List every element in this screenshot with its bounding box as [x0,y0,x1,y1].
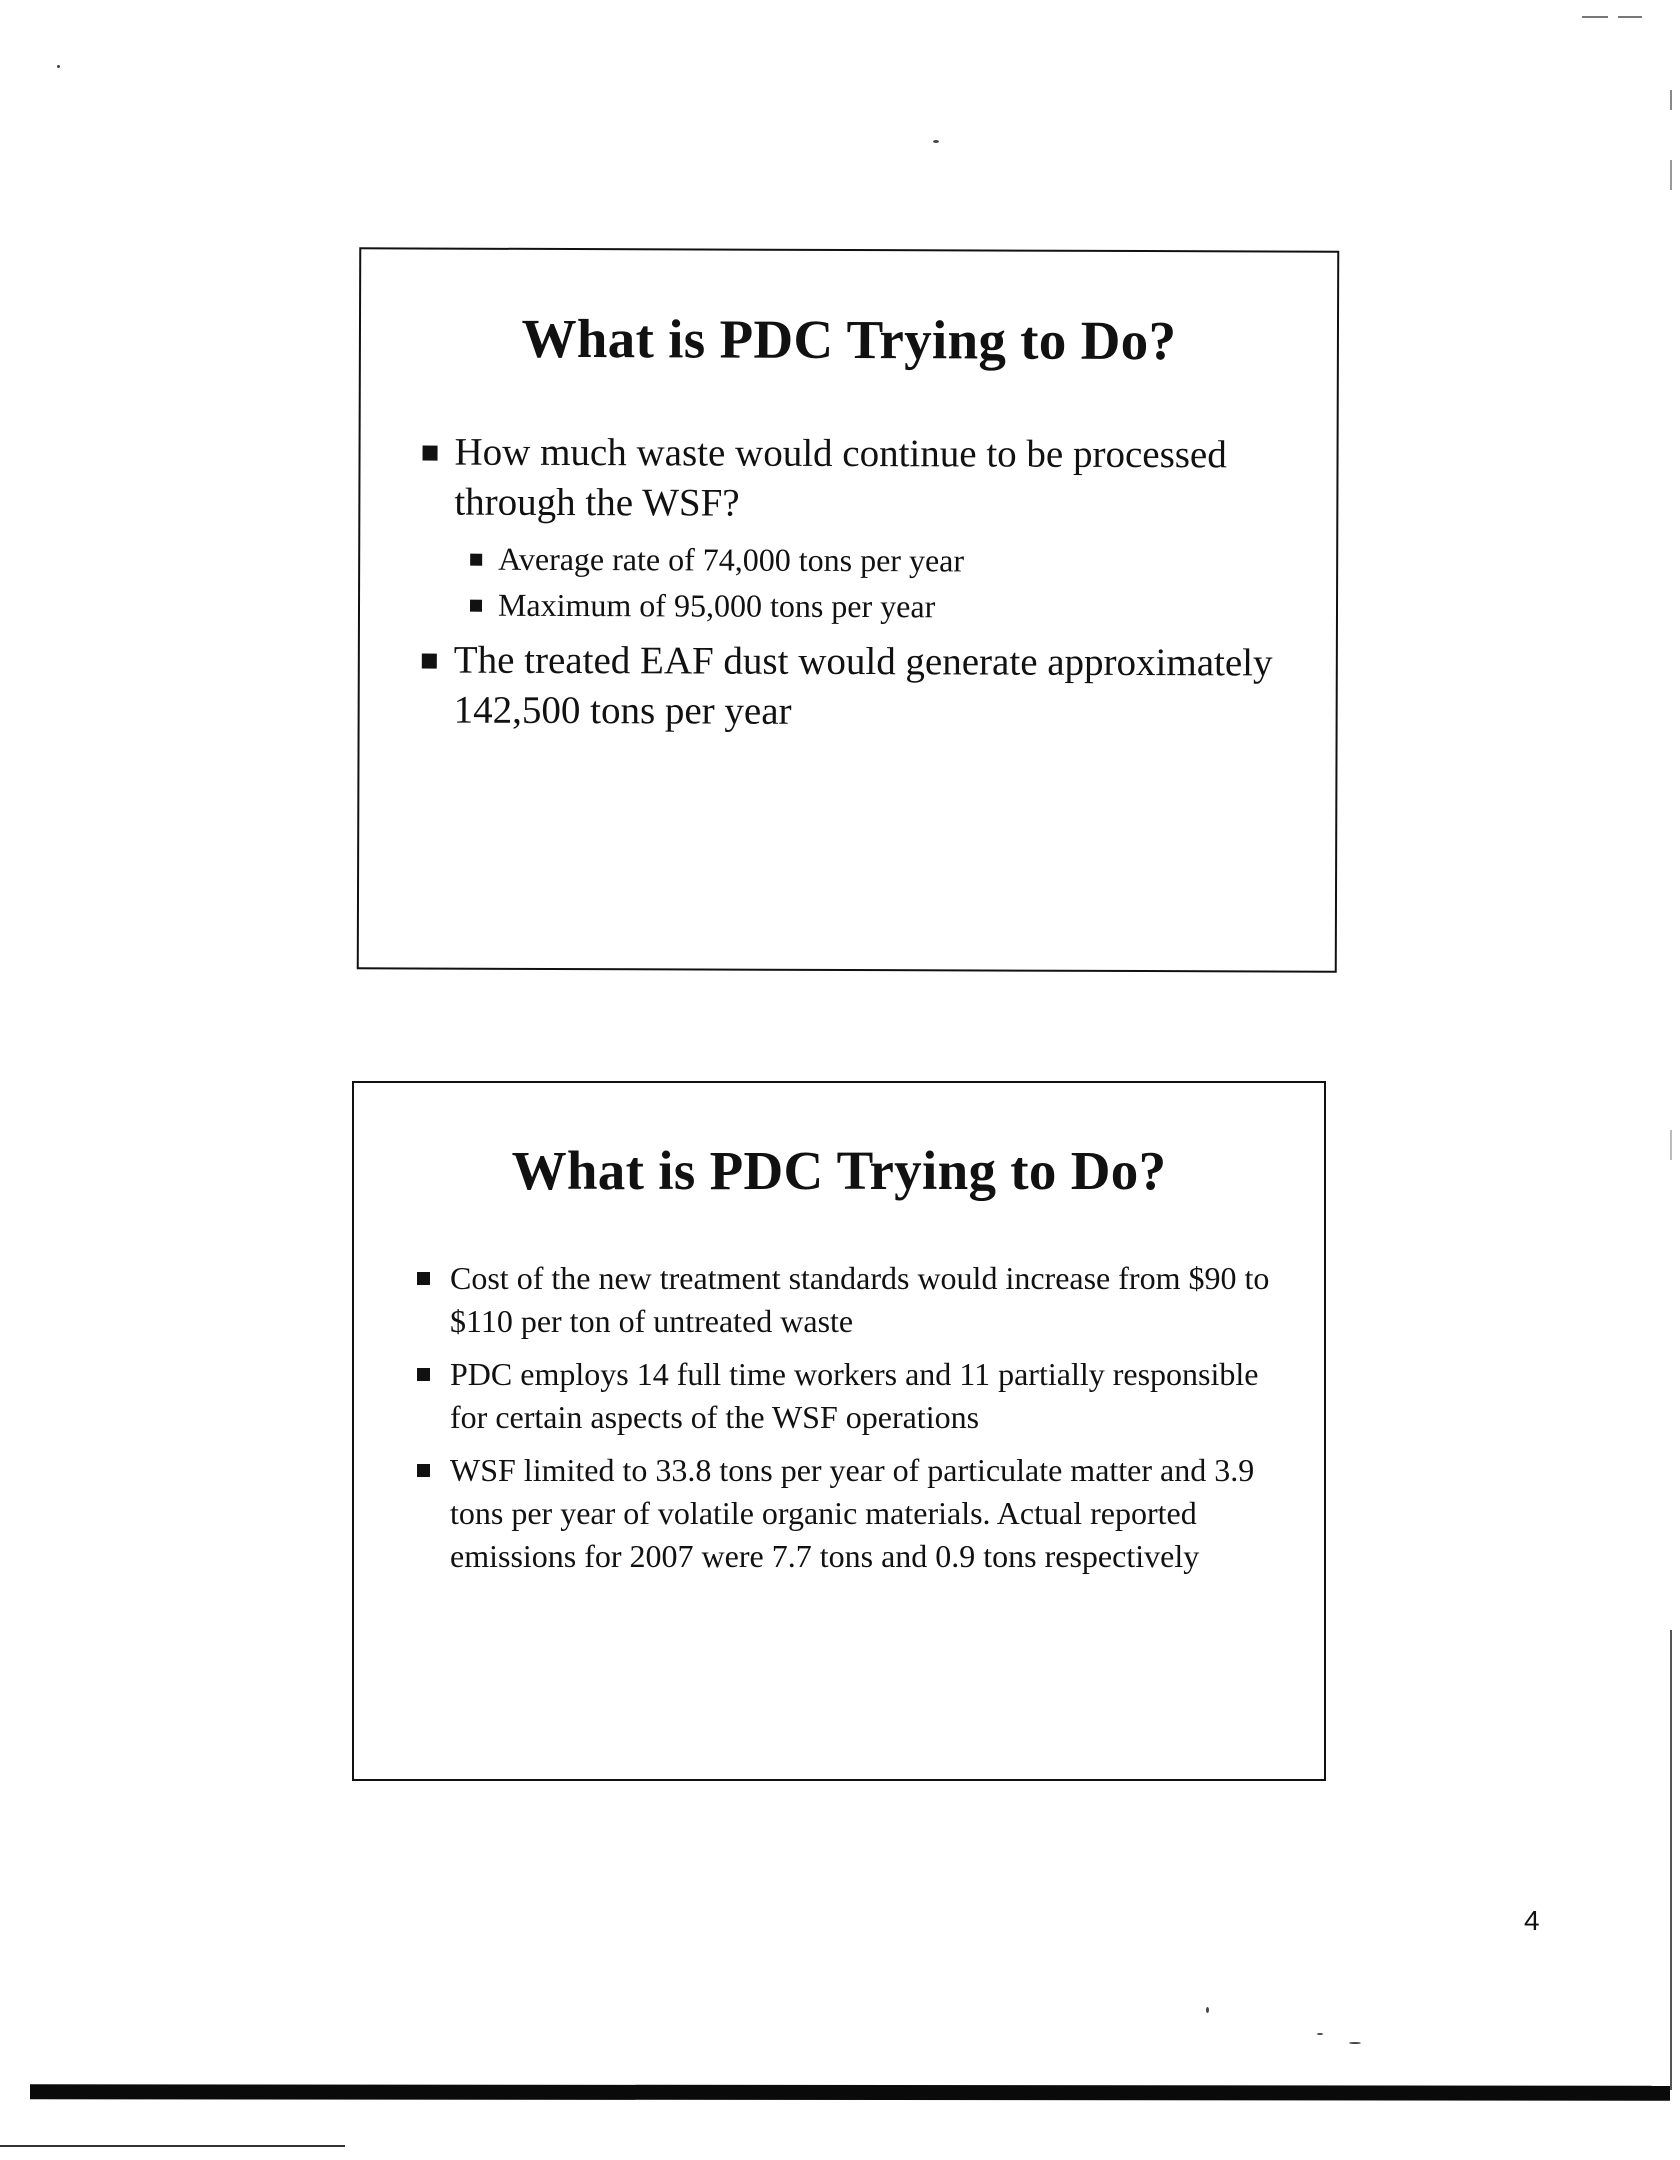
bullet-text: WSF limited to 33.8 tons per year of particulate matter and 3.9 tons per year of volatile organic materials. Actual reported emissions for 2007 were 7.7 tons and 0.9 tons respectively [450,1452,1255,1574]
scan-edge-dash [1582,16,1608,18]
bullet-item [412,1257,1292,1343]
square-bullet-icon [417,1272,430,1285]
page-number: 4 [1524,1905,1540,1936]
bullet-item [412,1449,1292,1578]
bullet-item [418,428,1318,531]
square-bullet-icon [470,554,482,566]
slide-1 [357,247,1340,972]
scan-edge-dash [1618,16,1642,18]
square-bullet-icon [470,600,482,612]
square-bullet-icon [417,1464,430,1477]
scan-edge-line [1670,30,1672,2090]
scan-speck [57,65,60,68]
scan-speck [1349,2042,1361,2044]
slide-title: What is PDC Trying to Do? [521,307,1177,372]
bullet-list [412,1257,1292,1578]
square-bullet-icon [422,654,437,669]
bullet-text: Maximum of 95,000 tons per year [497,586,936,625]
square-bullet-icon [423,446,438,461]
bullet-text: Cost of the new treatment standards would increase from $90 to $110 per ton of untreated waste [450,1260,1270,1339]
scan-speck [1317,2033,1323,2035]
bullet-list [418,428,1319,739]
bullet-text: Average rate of 74,000 tons per year [498,540,965,579]
sub-bullet-item [418,539,1318,580]
bullet-item [418,635,1318,738]
bullet-text: How much waste would continue to be processed through the WSF? [454,430,1227,525]
scan-bottom-bar [30,2084,1670,2100]
slide-title: What is PDC Trying to Do? [511,1140,1167,1201]
scan-speck [1206,2007,1209,2013]
bullet-item [412,1353,1292,1439]
sub-bullet-item [418,585,1318,626]
slide-2 [352,1081,1326,1781]
bullet-text: PDC employs 14 full time workers and 11 partially responsible for certain aspects of the WSF operations [450,1356,1259,1435]
scan-speck [933,140,939,143]
scan-bottom-line [0,2145,345,2147]
bullet-text: The treated EAF dust would generate approximately 142,500 tons per year [453,638,1273,733]
square-bullet-icon [417,1368,430,1381]
